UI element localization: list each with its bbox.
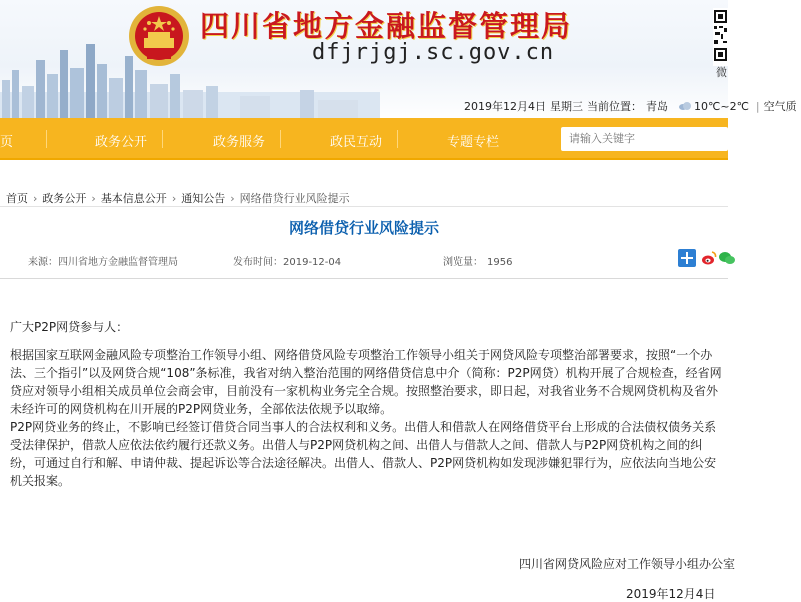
current-weekday: 星期三 xyxy=(550,100,583,113)
source-value: 四川省地方金融监督管理局 xyxy=(58,257,178,268)
source-label: 来源： xyxy=(28,257,58,268)
breadcrumb-government-affairs[interactable]: 政务公开 xyxy=(42,192,87,205)
date-value: 2019-12-04 xyxy=(283,257,342,268)
breadcrumb-arrow-icon: › xyxy=(91,192,96,205)
date-weather-bar xyxy=(464,98,801,114)
national-emblem-icon xyxy=(127,4,191,68)
location-label: 当前位置： xyxy=(587,100,642,113)
city-name: 青岛 xyxy=(646,100,668,113)
nav-government-affairs[interactable]: 政务公开 xyxy=(95,135,148,150)
nav-special-topics[interactable]: 专题专栏 xyxy=(447,135,500,150)
breadcrumb-arrow-icon: › xyxy=(230,192,235,205)
cloud-icon xyxy=(678,101,692,111)
views-label: 浏览量： xyxy=(443,257,483,268)
breadcrumb-home[interactable]: 首页 xyxy=(6,192,28,205)
qr-code-icon[interactable] xyxy=(713,8,728,66)
breadcrumb-arrow-icon: › xyxy=(33,192,38,205)
body-paragraph: P2P网贷业务的终止，不影响已经签订借贷合同当事人的合法权利和义务。出借人和借款人在网络借贷平台上形成的合法债权债务关系受法律保护，借款人应依法依约履行还款义务。出借人与P2P网贷机构之间、出借人与借款人之间、借款人与P2P网贷机构之间的纠纷，可通过自行和解、申请仲裁、提起诉讼等合法途径解决。出借人、借款人、P2P网贷机构如发现涉嫌犯罪行为，应依法向当地公安机关报案。 xyxy=(10,420,717,488)
article-title: 网络借贷行业风险提示 xyxy=(288,219,439,237)
breadcrumb-arrow-icon: › xyxy=(171,192,177,205)
search-input[interactable] xyxy=(561,127,728,151)
article-date xyxy=(233,253,341,268)
breadcrumb xyxy=(6,190,350,206)
current-date: 2019年12月4日 xyxy=(464,100,546,113)
divider xyxy=(0,206,728,207)
body-paragraph: 根据国家互联网金融风险专项整治工作领导小组、网络借贷风险专项整治工作领导小组关于网贷风险专项整治部署要求，按照“一个办法、三个指引”以及网贷合规“108”条标准，我省对纳入整治范围的网络借贷信息中介（简称：P2P网贷）机构开展了合规检查，经省网贷应对领导小组相关成员单位会商会审，目前没有一家机构业务完全合规。按照整治要求，即日起，对我省业务不合规网贷机构及省外未经许可的网贷机构在川开展的P2P网贷业务，全部依法依规予以取缔。 xyxy=(10,348,722,416)
breadcrumb-current: 网络借贷行业风险提示 xyxy=(239,192,350,205)
nav-divider xyxy=(46,130,47,148)
views-value: 1956 xyxy=(487,257,513,268)
divider xyxy=(0,278,728,279)
greeting: 广大P2P网贷参与人： xyxy=(10,320,129,334)
site-title: 四川省地方金融监督管理局 xyxy=(200,9,573,43)
nav-divider xyxy=(397,130,398,148)
breadcrumb-notices[interactable]: 通知公告 xyxy=(181,192,226,205)
nav-divider xyxy=(162,130,163,148)
signature: 四川省网贷风险应对工作领导小组办公室 xyxy=(519,557,736,571)
air-quality: 空气质 xyxy=(763,100,797,113)
nav-public-interaction[interactable]: 政民互动 xyxy=(330,135,383,150)
qr-label: 微 xyxy=(716,66,727,79)
sign-date: 2019年12月4日 xyxy=(626,587,716,601)
nav-government-services[interactable]: 政务服务 xyxy=(213,135,266,150)
article-views xyxy=(443,253,512,268)
wechat-share-icon[interactable] xyxy=(718,249,736,267)
breadcrumb-basic-info[interactable]: 基本信息公开 xyxy=(100,192,167,205)
site-banner xyxy=(0,0,797,120)
share-plus-icon[interactable] xyxy=(678,249,696,267)
divider: | xyxy=(755,100,760,113)
temperature: 10℃~2℃ xyxy=(694,100,749,113)
article-source xyxy=(28,253,178,268)
site-domain: dfjrjgj.sc.gov.cn xyxy=(312,40,555,65)
main-nav xyxy=(0,118,728,160)
nav-divider xyxy=(280,130,281,148)
nav-home[interactable]: 页 xyxy=(0,135,14,150)
weibo-share-icon[interactable] xyxy=(700,249,718,267)
date-label: 发布时间： xyxy=(233,257,283,268)
